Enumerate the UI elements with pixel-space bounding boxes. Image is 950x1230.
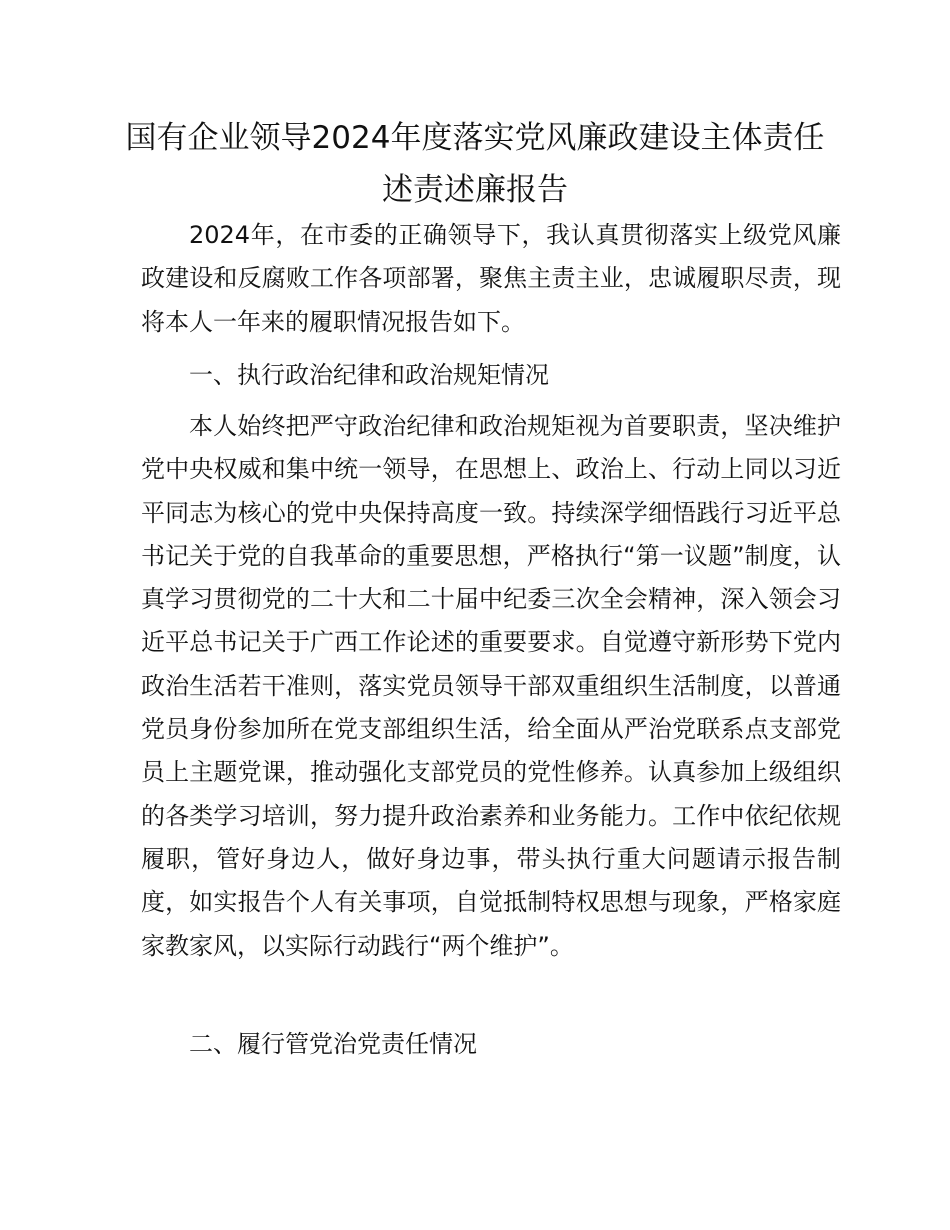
section-two-heading: 二、履行管党治党责任情况	[189, 1030, 477, 1058]
document-title: 国有企业领导2024年度落实党风廉政建设主体责任述责述廉报告	[125, 120, 825, 208]
section-one-paragraph: 本人始终把严守政治纪律和政治规矩视为首要职责，坚决维护党中央权威和集中统一领导，在思想上、政治上、行动上同以习近平同志为核心的党中央保持高度一致。持续深学细悟践行习近平总书记关于党的自我革命的重要思想，严格执行“第一议题”制度，认真学习贯彻党的二十大和二十届中纪委三次全会精神，深入领会习近平总书记关于广西工作论述的重要要求。自觉遵守新形势下党内政治生活若干准则，落实党员领导干部双重组织生活制度，以普通党员身份参加所在党支部组织生活，给全面从严治党联系点支部党员上主题党课，推动强化支部党员的党性修养。认真参加上级组织的各类学习培训，努力提升政治素养和业务能力。工作中依纪依规履职，管好身边人，做好身边事，带头执行重大问题请示报告制度，如实报告个人有关事项，自觉抵制特权思想与现象，严格家庭家教家风，以实际行动践行“两个维护”。	[141, 412, 841, 960]
section-one-heading: 一、执行政治纪律和政治规矩情况	[189, 361, 549, 389]
intro-paragraph: 2024年，在市委的正确领导下，我认真贯彻落实上级党风廉政建设和反腐败工作各项部署，聚焦主责主业，忠诚履职尽责，现将本人一年来的履职情况报告如下。	[141, 221, 841, 336]
